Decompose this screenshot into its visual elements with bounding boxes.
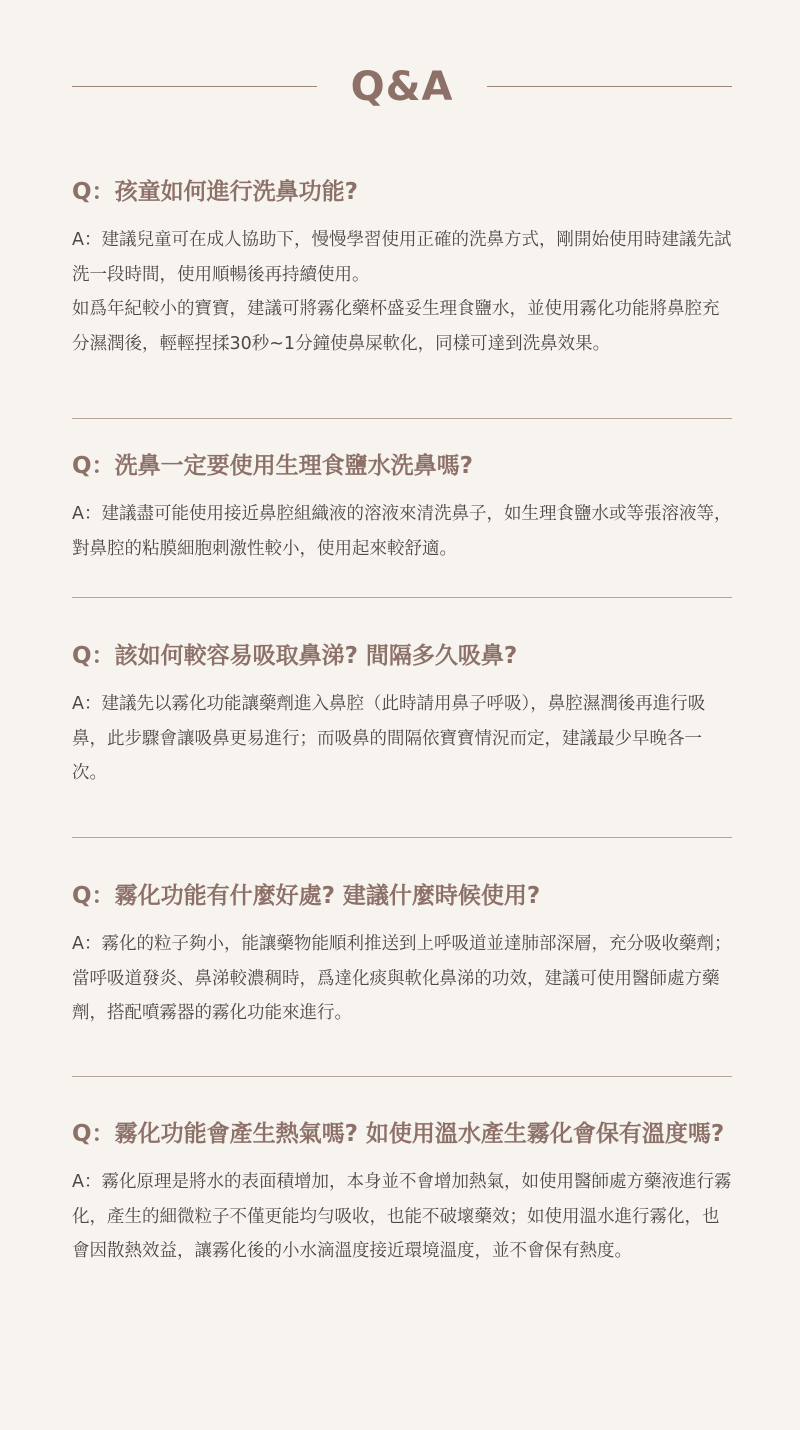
faq-question [72, 634, 732, 679]
answer-paragraph: 如爲年紀較小的寶寶，建議可將霧化藥杯盛妥生理食鹽水，並使用霧化功能將鼻腔充分濕潤後，輕輕捏揉30秒~1分鐘使鼻屎軟化，同樣可達到洗鼻效果。 [72, 299, 720, 354]
faq-item [72, 634, 732, 791]
faq-item [72, 444, 732, 566]
question-prefix: Q： [72, 179, 115, 205]
answer-paragraph: A：建議先以霧化功能讓藥劑進入鼻腔（此時請用鼻子呼吸），鼻腔濕潤後再進行吸鼻，此步驟會讓吸鼻更易進行；而吸鼻的間隔依寶寶情況而定，建議最少早晚各一次。 [72, 694, 706, 783]
section-divider [72, 1076, 732, 1077]
section-divider [72, 418, 732, 419]
question-text: 該如何較容易吸取鼻涕? 間隔多久吸鼻? [114, 643, 518, 669]
faq-answer [72, 497, 732, 566]
question-text: 霧化功能有什麼好處? 建議什麼時候使用? [114, 883, 541, 909]
faq-item [72, 170, 732, 361]
faq-question [72, 170, 732, 215]
answer-paragraph: A：霧化的粒子夠小，能讓藥物能順利推送到上呼吸道並達肺部深層，充分吸收藥劑；當呼吸道發炎、鼻涕較濃稠時，爲達化痰與軟化鼻涕的功效，建議可使用醫師處方藥劑，搭配噴霧器的霧化功能來進行。 [72, 934, 732, 1023]
faq-answer [72, 1165, 732, 1269]
question-prefix: Q： [72, 1121, 115, 1147]
question-prefix: Q： [72, 643, 115, 669]
header-divider-right [487, 86, 732, 87]
answer-paragraph: A：建議兒童可在成人協助下，慢慢學習使用正確的洗鼻方式，剛開始使用時建議先試洗一段時間，使用順暢後再持續使用。 [72, 230, 732, 285]
question-text: 洗鼻一定要使用生理食鹽水洗鼻嗎? [114, 453, 473, 479]
faq-answer [72, 687, 732, 791]
answer-paragraph: A：霧化原理是將水的表面積增加，本身並不會增加熱氣，如使用醫師處方藥液進行霧化，產生的細微粒子不僅更能均勻吸收，也能不破壞藥效；如使用溫水進行霧化，也會因散熱效益，讓霧化後的小水滴溫度接近環境溫度，並不會保有熱度。 [72, 1172, 732, 1261]
faq-answer [72, 223, 732, 361]
faq-question [72, 1112, 732, 1157]
question-prefix: Q： [72, 883, 115, 909]
question-prefix: Q： [72, 453, 115, 479]
answer-paragraph: A：建議盡可能使用接近鼻腔組織液的溶液來清洗鼻子，如生理食鹽水或等張溶液等，對鼻腔的粘膜細胞刺激性較小，使用起來較舒適。 [72, 504, 732, 559]
faq-question [72, 444, 732, 489]
section-divider [72, 837, 732, 838]
section-divider [72, 597, 732, 598]
page-title: Q&A [350, 64, 454, 110]
faq-item [72, 874, 732, 1031]
faq-answer [72, 927, 732, 1031]
qa-header [72, 62, 732, 112]
question-text: 孩童如何進行洗鼻功能? [114, 179, 358, 205]
faq-item [72, 1112, 732, 1269]
question-text: 霧化功能會產生熱氣嗎? 如使用溫水產生霧化會保有溫度嗎? [114, 1121, 725, 1147]
faq-question [72, 874, 732, 919]
